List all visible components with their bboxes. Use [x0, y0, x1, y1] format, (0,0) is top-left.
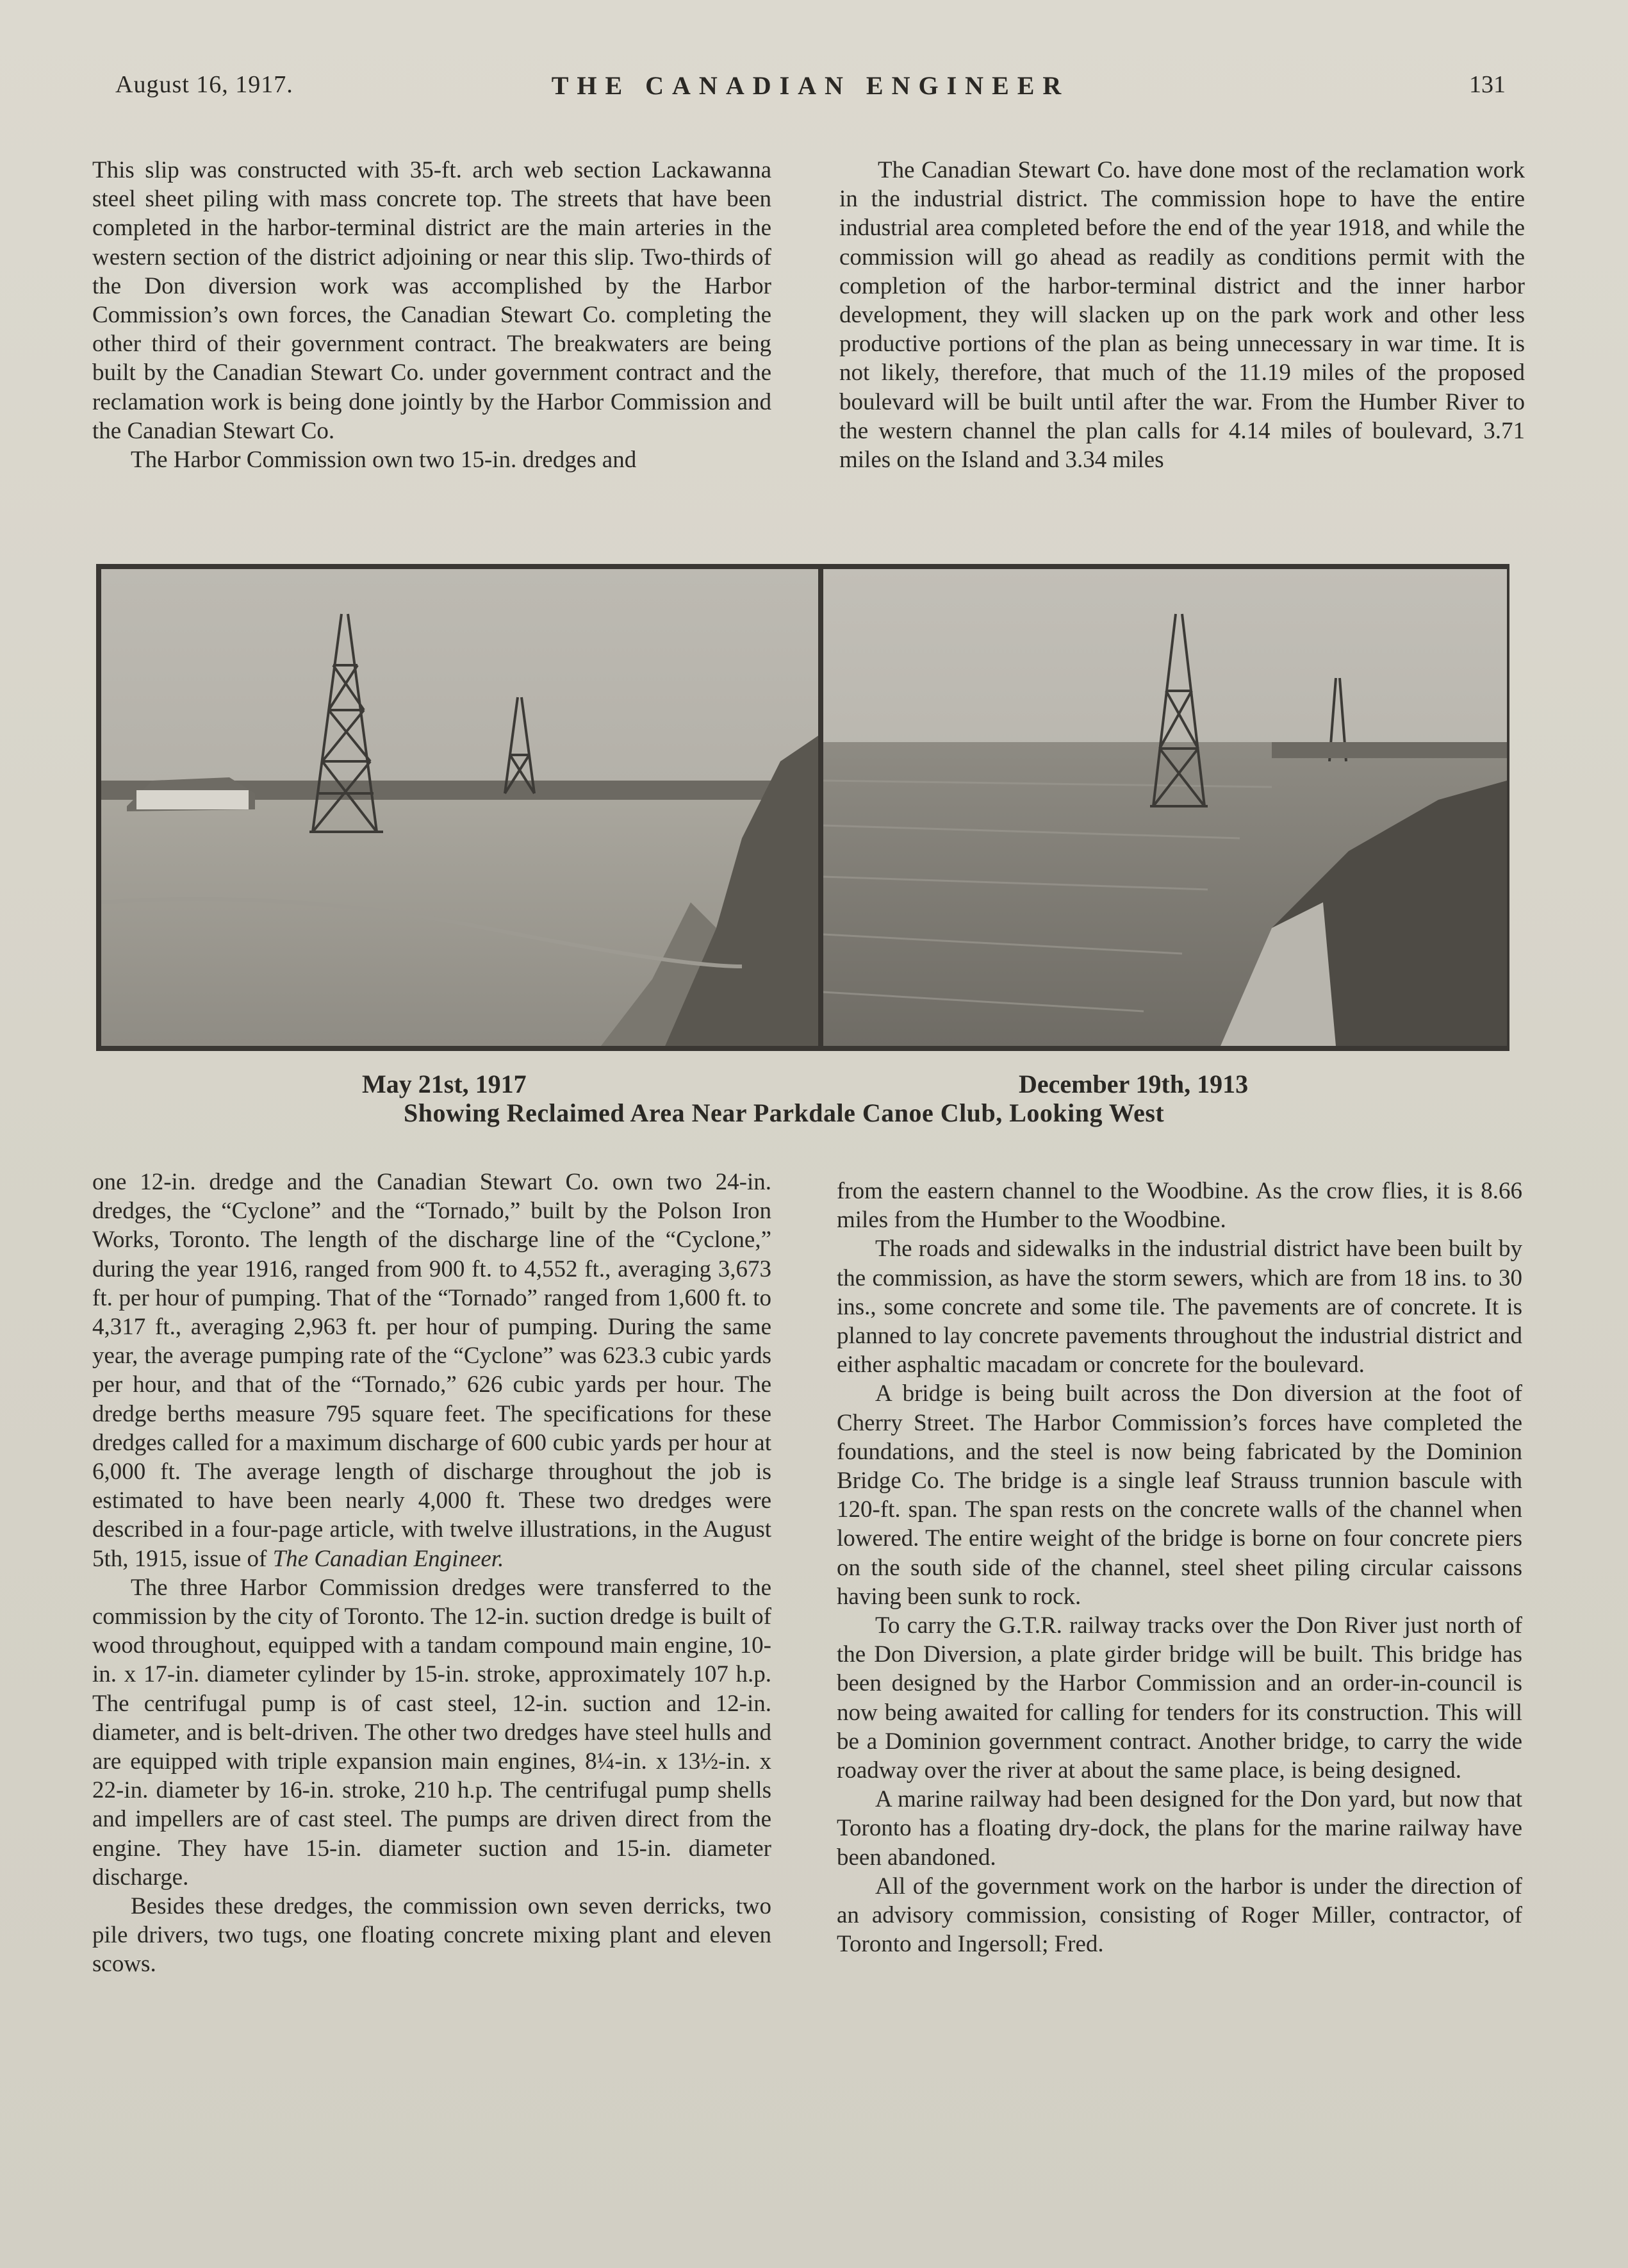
- page-number: 131: [1469, 71, 1506, 98]
- paragraph: A bridge is being built across the Don diversion at the foot of Cherry Street. The Harbor Commission’s forces have completed the foundations, and the steel is now being fabricated by the Dominion Bridge Co. The bridge is a single leaf Strauss trunnion bascule with 120-ft. span. The span rests on the concrete walls of the channel when lowered. The entire weight of the bridge is borne on four concrete piers on the south side of the channel, steel sheet piling circular caissons having been sunk to rock.: [837, 1380, 1522, 1610]
- paragraph: [92, 1168, 771, 1573]
- paragraph: All of the government work on the harbor is under the direction of an advisory commission, consisting of Roger Miller, contractor, of Toronto and Ingersoll; Fred.: [837, 1873, 1522, 1958]
- paragraph: The three Harbor Commission dredges were transferred to the commission by the city of Toronto. The 12-in. suction dredge is built of wood throughout, equipped with a tandam compound main engine, 10-in. x 17-in. diameter cylinder by 15-in. stroke, approximately 107 h.p. The centrifugal pump is of cast steel, 12-in. suction and 12-in. diameter, and is belt-driven. The other two dredges have steel hulls and are equipped with triple expansion main engines, 8¼-in. x 13½-in. x 22-in. diameter by 16-in. stroke, 210 h.p. The centrifugal pump shells and impellers are of cast steel. The pumps are driven direct from the engine. They have 15-in. diameter suction and 15-in. diameter discharge.: [92, 1574, 771, 1891]
- photo-reclaimed-area: [101, 569, 818, 1046]
- paragraph: The Harbor Commission own two 15-in. dredges and: [131, 447, 637, 474]
- column-top-left: [92, 156, 771, 474]
- journal-name: The Canadian Engineer.: [272, 1545, 504, 1572]
- paragraph: The roads and sidewalks in the industrial district have been built by the commission, as have the storm sewers, which are from 18 ins. to 30 ins., some concrete and some tile. The pavements are of concrete. It is planned to lay concrete pavements throughout the industrial district and either asphaltic macadam or concrete for the boulevard.: [837, 1236, 1522, 1378]
- paragraph: The Canadian Stewart Co. have done most of the reclamation work in the industrial district. The commission hope to have the entire industrial area completed before the end of the year 1918, and while the commission will go ahead as readily as conditions permit with the completion of the harbor-terminal district and the inner harbor development, they will slacken up on the park work and other less productive portions of the plan as being unnecessary in war time. It is not likely, therefore, that much of the 11.19 miles of the proposed boulevard will be built until after the war. From the Humber River to the western channel the plan calls for 4.14 miles of boulevard, 3.71 miles on the Island and 3.34 miles: [839, 157, 1525, 474]
- page-header: [115, 70, 1506, 115]
- paragraph: To carry the G.T.R. railway tracks over the Don River just north of the Don Diversion, a plate girder bridge will be built. This bridge has been designed by the Harbor Commission and an order-in-council is now being awaited for calling for tenders for its construction. This will be a Dominion government contract. Another bridge, to carry the wide roadway over the river at about the same place, is being designed.: [837, 1612, 1522, 1784]
- paragraph: from the eastern channel to the Woodbine. As the crow flies, it is 8.66 miles from the Humber to the Woodbine.: [837, 1178, 1522, 1234]
- header-date: August 16, 1917.: [115, 71, 293, 98]
- column-bottom-left: [92, 1168, 771, 1979]
- photo-waterfront-1913: [823, 569, 1507, 1046]
- caption-right-date: December 19th, 1913: [1019, 1070, 1249, 1098]
- paragraph: Besides these dredges, the commission own seven derricks, two pile drivers, two tugs, one floating concrete mixing plant and eleven scows.: [92, 1893, 771, 1978]
- paragraph: This slip was constructed with 35-ft. arch web section Lackawanna steel sheet piling with mass concrete top. The streets that have been completed in the harbor-terminal district are the main arteries in the western section of the district adjoining or near this slip. Two-thirds of the Don diversion work was accomplished by the Harbor Commission’s own forces, the Canadian Stewart Co. completing the other third of their government contract. The breakwaters are being built by the Canadian Stewart Co. under government contract and the reclamation work is being done jointly by the Harbor Commission and the Canadian Stewart Co.: [92, 157, 771, 444]
- column-bottom-right: [837, 1177, 1522, 1958]
- caption-left-date: May 21st, 1917: [362, 1070, 527, 1098]
- figure-caption: Showing Reclaimed Area Near Parkdale Canoe Club, Looking West: [404, 1098, 1165, 1127]
- journal-title: THE CANADIAN ENGINEER: [551, 71, 1070, 100]
- photo-figure: [96, 564, 1509, 1051]
- paragraph-text: one 12-in. dredge and the Canadian Stewart Co. own two 24-in. dredges, the “Cyclone” and the “Tornado,” built by the Polson Iron Works, Toronto. The length of the discharge line of the “Cyclone,” during the year 1916, ranged from 900 ft. to 4,552 ft., averaging 3,673 ft. per hour of pumping. That of the “Tornado” ranged from 1,600 ft. to 4,317 ft., averaging 2,963 ft. per hour of pumping. During the same year, the average pumping rate of the “Cyclone” was 623.3 cubic yards per hour, and that of the “Tornado,” 626 cubic yards per hour. The dredge berths measure 795 square feet. The specifications for these dredges called for a maximum discharge of 600 cubic yards per hour at 6,000 ft. The average length of discharge throughout the job is estimated to have been nearly 4,000 ft. These two dredges were described in a four-page article, with twelve illustrations, in the August 5th, 1915, issue of: [92, 1169, 771, 1572]
- paragraph: A marine railway had been designed for the Don yard, but now that Toronto has a floating dry-dock, the plans for the marine railway have been abandoned.: [837, 1786, 1522, 1871]
- column-top-right: [839, 156, 1525, 474]
